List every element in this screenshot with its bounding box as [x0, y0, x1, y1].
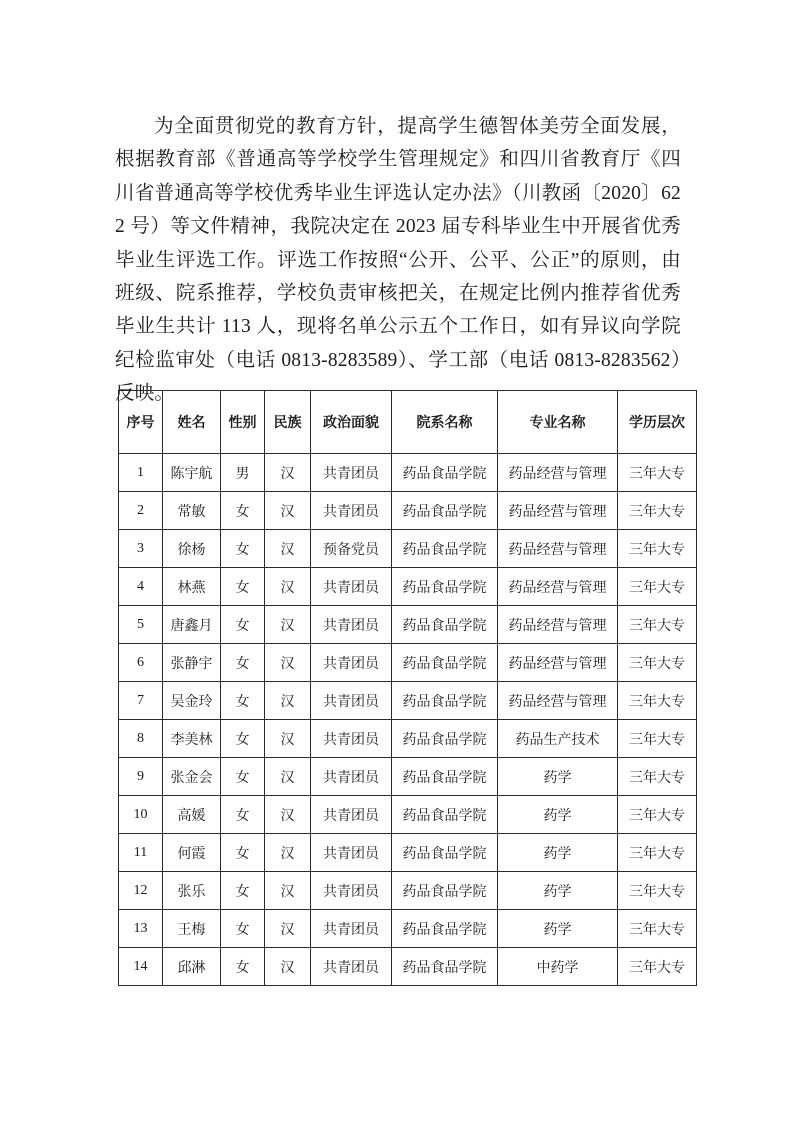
table-cell: 药品经营与管理	[498, 606, 618, 644]
table-cell: 李美林	[163, 720, 221, 758]
table-cell: 共青团员	[311, 948, 392, 986]
table-cell: 张静宇	[163, 644, 221, 682]
table-cell: 汉	[265, 758, 311, 796]
table-cell: 药品经营与管理	[498, 454, 618, 492]
table-cell: 汉	[265, 720, 311, 758]
table-cell: 高媛	[163, 796, 221, 834]
table-row	[119, 948, 697, 986]
table-cell: 药品食品学院	[392, 606, 498, 644]
table-row	[119, 644, 697, 682]
table-header-cell: 民族	[265, 391, 311, 454]
table-cell: 4	[119, 568, 163, 606]
table-header-cell: 政治面貌	[311, 391, 392, 454]
table-row	[119, 568, 697, 606]
table-cell: 男	[221, 454, 265, 492]
table-cell: 2	[119, 492, 163, 530]
graduates-table	[118, 390, 697, 986]
table-cell: 女	[221, 530, 265, 568]
table-cell: 13	[119, 910, 163, 948]
table-cell: 5	[119, 606, 163, 644]
table-row	[119, 492, 697, 530]
table-cell: 陈宇航	[163, 454, 221, 492]
table-cell: 药品食品学院	[392, 910, 498, 948]
table-header-cell: 性别	[221, 391, 265, 454]
table-cell: 共青团员	[311, 872, 392, 910]
table-cell: 汉	[265, 834, 311, 872]
table-header-cell: 学历层次	[618, 391, 697, 454]
table-cell: 汉	[265, 872, 311, 910]
table-cell: 汉	[265, 606, 311, 644]
table-cell: 汉	[265, 492, 311, 530]
table-cell: 8	[119, 720, 163, 758]
table-cell: 唐鑫月	[163, 606, 221, 644]
table-cell: 三年大专	[618, 530, 697, 568]
table-cell: 三年大专	[618, 796, 697, 834]
table-cell: 三年大专	[618, 606, 697, 644]
table-cell: 10	[119, 796, 163, 834]
table-cell: 共青团员	[311, 606, 392, 644]
table-cell: 共青团员	[311, 796, 392, 834]
table-cell: 女	[221, 910, 265, 948]
table-cell: 三年大专	[618, 758, 697, 796]
table-cell: 女	[221, 568, 265, 606]
table-cell: 药品食品学院	[392, 796, 498, 834]
table-cell: 药品食品学院	[392, 872, 498, 910]
table-cell: 三年大专	[618, 492, 697, 530]
table-cell: 三年大专	[618, 568, 697, 606]
table-cell: 药品食品学院	[392, 758, 498, 796]
table-cell: 药品食品学院	[392, 682, 498, 720]
table-cell: 汉	[265, 530, 311, 568]
table-cell: 药学	[498, 834, 618, 872]
table-cell: 共青团员	[311, 758, 392, 796]
table-cell: 11	[119, 834, 163, 872]
table-cell: 药品食品学院	[392, 644, 498, 682]
table-cell: 药品食品学院	[392, 454, 498, 492]
table-cell: 药品食品学院	[392, 720, 498, 758]
table-cell: 王梅	[163, 910, 221, 948]
table-cell: 女	[221, 834, 265, 872]
table-cell: 药品经营与管理	[498, 568, 618, 606]
table-cell: 中药学	[498, 948, 618, 986]
table-cell: 药品食品学院	[392, 948, 498, 986]
table-row	[119, 758, 697, 796]
table-cell: 共青团员	[311, 568, 392, 606]
table-header-cell: 专业名称	[498, 391, 618, 454]
table-cell: 6	[119, 644, 163, 682]
table-cell: 药品食品学院	[392, 530, 498, 568]
table-cell: 女	[221, 644, 265, 682]
table-cell: 三年大专	[618, 910, 697, 948]
table-cell: 女	[221, 948, 265, 986]
table-row	[119, 872, 697, 910]
table-cell: 药品经营与管理	[498, 682, 618, 720]
table-cell: 共青团员	[311, 682, 392, 720]
table-cell: 药品食品学院	[392, 834, 498, 872]
table-cell: 三年大专	[618, 948, 697, 986]
table-row	[119, 796, 697, 834]
table-cell: 何霞	[163, 834, 221, 872]
table-cell: 药品经营与管理	[498, 530, 618, 568]
table-cell: 汉	[265, 568, 311, 606]
table-row	[119, 682, 697, 720]
table-cell: 药学	[498, 910, 618, 948]
table-cell: 张乐	[163, 872, 221, 910]
table-cell: 共青团员	[311, 834, 392, 872]
table-cell: 药品经营与管理	[498, 492, 618, 530]
table-cell: 药品生产技术	[498, 720, 618, 758]
table-cell: 共青团员	[311, 720, 392, 758]
table-cell: 林燕	[163, 568, 221, 606]
table-body	[119, 454, 697, 986]
table-cell: 女	[221, 492, 265, 530]
table-cell: 汉	[265, 454, 311, 492]
table-cell: 汉	[265, 644, 311, 682]
table-header-row	[119, 391, 697, 454]
table-cell: 药品食品学院	[392, 492, 498, 530]
table-cell: 1	[119, 454, 163, 492]
table-cell: 女	[221, 682, 265, 720]
table-header-row	[119, 391, 697, 454]
table-cell: 吴金玲	[163, 682, 221, 720]
table-cell: 汉	[265, 682, 311, 720]
table-cell: 药品经营与管理	[498, 644, 618, 682]
table-header-cell: 姓名	[163, 391, 221, 454]
table-cell: 三年大专	[618, 872, 697, 910]
notice-paragraph: 为全面贯彻党的教育方针，提高学生德智体美劳全面发展，根据教育部《普通高等学校学生管理规定》和四川省教育厅《四川省普通高等学校优秀毕业生评选认定办法》（川教函〔2020〕622 号）等文件精神，我院决定在 2023 届专科毕业生中开展省优秀毕业生评选工作。评选工作按照“公开、公平、公正”的原则，由班级、院系推荐，学校负责审核把关，在规定比例内推荐省优秀毕业生共计 113 人，现将名单公示五个工作日，如有异议向学院纪检监审处（电话 0813-8283589）、学工部（电话 0813-8283562）反映。	[115, 116, 681, 405]
table-cell: 3	[119, 530, 163, 568]
table-row	[119, 720, 697, 758]
table-cell: 汉	[265, 796, 311, 834]
table-cell: 汉	[265, 910, 311, 948]
table-cell: 三年大专	[618, 834, 697, 872]
table-cell: 三年大专	[618, 454, 697, 492]
table-cell: 常敏	[163, 492, 221, 530]
table-cell: 药学	[498, 872, 618, 910]
table-header-cell: 序号	[119, 391, 163, 454]
table-cell: 邱淋	[163, 948, 221, 986]
table-cell: 徐杨	[163, 530, 221, 568]
table-row	[119, 910, 697, 948]
table-header-cell: 院系名称	[392, 391, 498, 454]
table-cell: 张金会	[163, 758, 221, 796]
table-cell: 12	[119, 872, 163, 910]
table-cell: 共青团员	[311, 454, 392, 492]
table-row	[119, 606, 697, 644]
table-cell: 三年大专	[618, 644, 697, 682]
table-cell: 7	[119, 682, 163, 720]
table-cell: 女	[221, 796, 265, 834]
table-cell: 女	[221, 720, 265, 758]
table-cell: 药学	[498, 796, 618, 834]
table-cell: 女	[221, 872, 265, 910]
table-cell: 汉	[265, 948, 311, 986]
table-cell: 药品食品学院	[392, 568, 498, 606]
table-row	[119, 454, 697, 492]
table-cell: 预备党员	[311, 530, 392, 568]
table-cell: 9	[119, 758, 163, 796]
table-cell: 共青团员	[311, 910, 392, 948]
table-cell: 14	[119, 948, 163, 986]
table-cell: 三年大专	[618, 682, 697, 720]
table-cell: 共青团员	[311, 492, 392, 530]
table-row	[119, 834, 697, 872]
table-cell: 女	[221, 606, 265, 644]
table-cell: 三年大专	[618, 720, 697, 758]
table-cell: 女	[221, 758, 265, 796]
table-cell: 药学	[498, 758, 618, 796]
table-cell: 共青团员	[311, 644, 392, 682]
table-row	[119, 530, 697, 568]
